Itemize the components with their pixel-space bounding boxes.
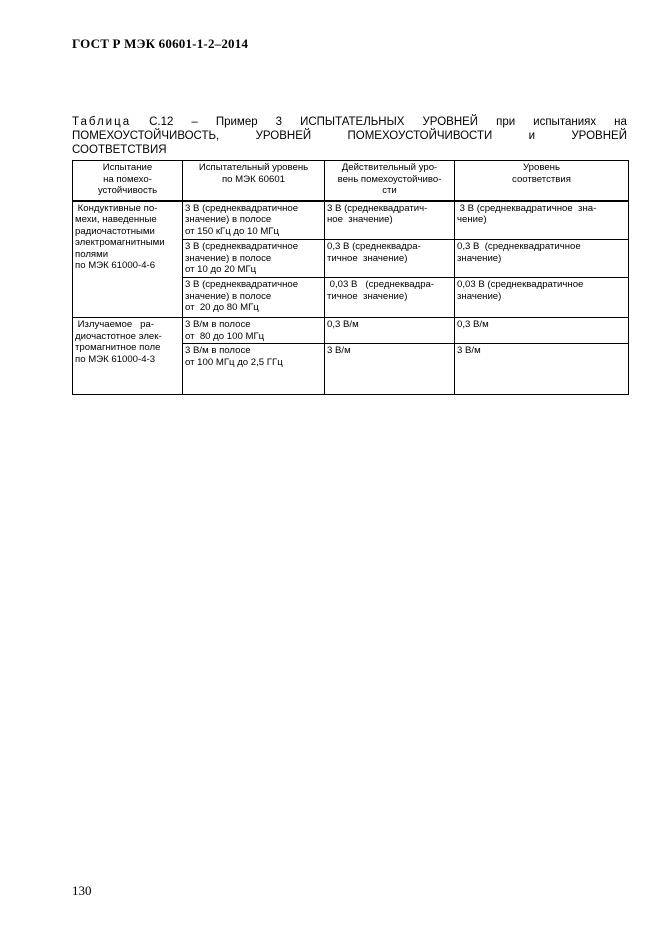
header-line: Действительный уро- [341,162,438,173]
cell-line: чение) [457,214,487,225]
cell-line: 0,03 В (среднеквадратичное [457,279,584,290]
cell-line: значение) в полосе [185,252,272,264]
cell-line: 0,3 В (среднеквадратичное [457,241,581,252]
cell-line: значение) [457,252,502,264]
cell-line: полями [75,248,109,260]
cell-compliance-level [455,344,629,395]
cell-line: Излучаемое ра- [75,319,155,330]
cell-line: тичное значение) [327,252,408,264]
caption-word: и [528,130,536,142]
standard-designation: ГОСТ Р МЭК 60601-1-2–2014 [72,36,249,51]
cell-line: 3 В (среднеквадратичное [185,241,299,252]
cell-line: значение) [457,290,502,302]
cell-line: мехи, наведенные [75,214,157,225]
cell-compliance-level [455,318,629,344]
caption-word: УРОВНЕЙ [255,130,312,142]
header-line: вень помехоустойчиво- [337,173,442,185]
test-levels-table [72,160,629,395]
test-conducted [73,201,183,318]
cell-compliance-level [455,278,629,318]
cell-line: ное значение) [327,214,393,225]
cell-actual-level [325,240,455,278]
caption-label: Таблица [72,116,132,128]
cell-line: 3 В/м в полосе [185,345,251,356]
caption-word: Пример [215,116,258,128]
cell-line: от 80 до 100 МГц [185,330,265,342]
header-actual-level [325,161,455,201]
cell-test-level [183,278,325,318]
table-row [73,318,629,344]
header-line: на помехо- [103,173,152,185]
cell-line: 0,03 В (среднеквадра- [327,279,435,290]
cell-line: значение) в полосе [185,214,272,225]
cell-line: от 150 кГц до 10 МГц [185,225,280,237]
cell-compliance-level [455,201,629,240]
header-line: Испытательный уровень [198,162,309,173]
cell-actual-level [325,318,455,344]
cell-test-level [183,344,325,395]
table-header-row [73,161,629,201]
test-radiated [73,318,183,395]
header-test [73,161,183,201]
cell-line: от 100 МГц до 2,5 ГГц [185,356,283,368]
caption-dash: – [191,116,198,128]
caption-word: УРОВНЕЙ [571,130,627,142]
header-test-level [183,161,325,201]
header-line: Уровень [523,162,560,173]
cell-line: 3 В/м [327,345,351,356]
cell-line: по МЭК 61000-4-6 [75,260,156,271]
cell-line: 0,3 В/м [457,319,489,330]
cell-line: 3 В (среднеквадратичное [185,202,299,214]
cell-actual-level [325,344,455,395]
table-row [73,201,629,240]
cell-test-level [183,201,325,240]
cell-line: 0,3 В/м [327,319,359,330]
table-caption [72,115,627,157]
caption-word: ПОМЕХОУСТОЙЧИВОСТЬ, [72,130,220,142]
header-line: устойчивость [97,185,158,196]
cell-compliance-level [455,240,629,278]
caption-number: С.12 [149,116,174,128]
caption-word: испытаниях [533,116,597,128]
cell-line: значение) в полосе [185,290,272,302]
caption-line-1 [72,115,627,129]
cell-line: радиочастотными [75,225,155,237]
cell-line: 3 В/м [457,345,481,356]
cell-line: 0,3 В (среднеквадра- [327,241,421,252]
caption-line-2 [72,129,627,143]
caption-word: УРОВНЕЙ [422,116,479,128]
header-line: по МЭК 60601 [221,173,285,185]
caption-line-3: СООТВЕТСТВИЯ [72,144,167,156]
cell-test-level [183,318,325,344]
cell-line: по МЭК 61000-4-3 [75,353,156,365]
caption-word: на [614,116,627,128]
header-line: соответствия [512,173,571,185]
caption-word: ИСПЫТАТЕЛЬНЫХ [300,116,405,128]
cell-line: диочастотное элек- [75,330,162,342]
cell-test-level [183,240,325,278]
cell-actual-level [325,201,455,240]
cell-line: 3 В (среднеквадратич- [327,202,428,214]
cell-line: тромагнитное поле [75,342,161,353]
cell-line: электромагнитными [75,237,165,248]
header-line: сти [382,185,397,196]
cell-line: 3 В (среднеквадратичное зна- [457,202,597,214]
caption-word: ПОМЕХОУСТОЙЧИВОСТИ [347,130,493,142]
cell-line: 3 В/м в полосе [185,319,251,330]
cell-line: от 20 до 80 МГц [185,302,259,313]
page-number: 130 [72,883,92,898]
cell-actual-level [325,278,455,318]
header-compliance-level [455,161,629,201]
header-line: Испытание [102,162,153,173]
caption-word: 3 [275,116,283,128]
cell-line: 3 В (среднеквадратичное [185,279,299,290]
cell-line: Кондуктивные по- [75,202,158,214]
cell-line: от 10 до 20 МГц [185,264,257,275]
cell-line: тичное значение) [327,290,408,302]
caption-word: при [496,116,516,128]
